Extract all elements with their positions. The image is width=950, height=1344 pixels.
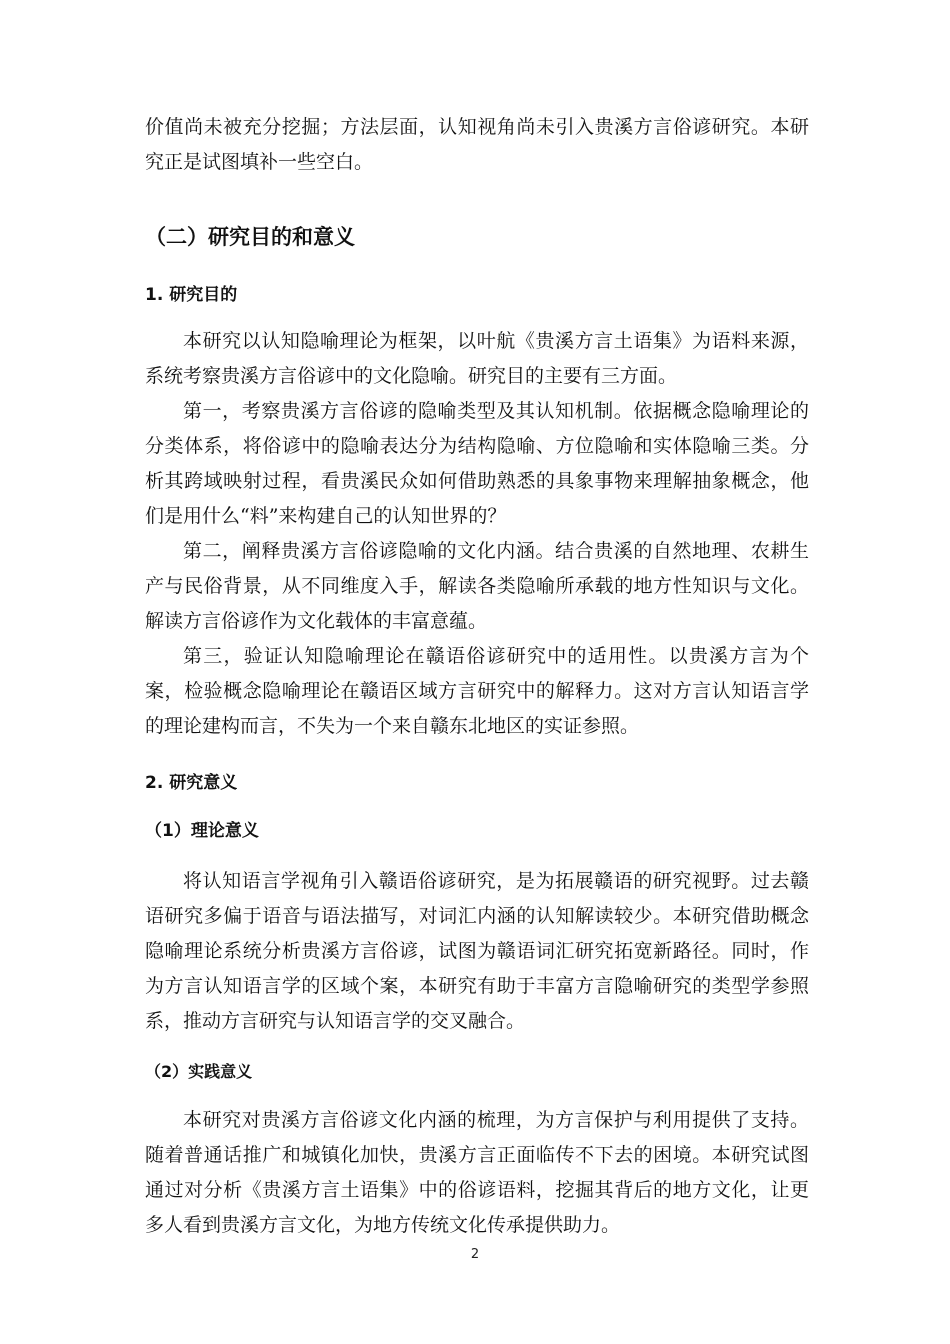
page-number: 2 (470, 1247, 480, 1262)
subheading-theoretical-significance: （1）理论意义 (145, 821, 259, 841)
section-heading-purpose-significance: （二）研究目的和意义 (145, 225, 355, 249)
purpose-paragraph-intro: 本研究以认知隐喻理论为框架，以叶航《贵溪方言土语集》为语料来源，系统考察贵溪方言俗谚中的文化隐喻。研究目的主要有三方面。 (145, 330, 809, 387)
purpose-paragraph-third: 第三，验证认知隐喻理论在赣语俗谚研究中的适用性。以贵溪方言为个案，检验概念隐喻理论在赣语区域方言研究中的解释力。这对方言认知语言学的理论建构而言，不失为一个来自赣东北地区的实证参照。 (145, 645, 809, 737)
purpose-paragraph-first: 第一，考察贵溪方言俗谚的隐喻类型及其认知机制。依据概念隐喻理论的分类体系，将俗谚中的隐喻表达分为结构隐喻、方位隐喻和实体隐喻三类。分析其跨域映射过程，看贵溪民众如何借助熟悉的具象事物来理解抽象概念，他们是用什么“料”来构建自己的认知世界的？ (145, 400, 809, 527)
subheading-research-significance: 2. 研究意义 (145, 773, 238, 793)
subheading-research-purpose: 1. 研究目的 (145, 285, 238, 305)
theory-paragraph: 将认知语言学视角引入赣语俗谚研究，是为拓展赣语的研究视野。过去赣语研究多偏于语音与语法描写，对词汇内涵的认知解读较少。本研究借助概念隐喻理论系统分析贵溪方言俗谚，试图为赣语词汇研究拓宽新路径。同时，作为方言认知语言学的区域个案，本研究有助于丰富方言隐喻研究的类型学参照系，推动方言研究与认知语言学的交叉融合。 (145, 870, 809, 1032)
subheading-practical-significance: （2）实践意义 (145, 1062, 253, 1081)
intro-paragraph: 价值尚未被充分挖掘；方法层面，认知视角尚未引入贵溪方言俗谚研究。本研究正是试图填补一些空白。 (145, 116, 809, 173)
document-page (145, 110, 809, 1243)
practice-paragraph: 本研究对贵溪方言俗谚文化内涵的梳理，为方言保护与利用提供了支持。随着普通话推广和城镇化加快，贵溪方言正面临传不下去的困境。本研究试图通过对分析《贵溪方言土语集》中的俗谚语料，挖掘其背后的地方文化，让更多人看到贵溪方言文化，为地方传统文化传承提供助力。 (145, 1109, 809, 1236)
purpose-paragraph-second: 第二，阐释贵溪方言俗谚隐喻的文化内涵。结合贵溪的自然地理、农耕生产与民俗背景，从不同维度入手，解读各类隐喻所承载的地方性知识与文化。解读方言俗谚作为文化载体的丰富意蕴。 (145, 540, 809, 632)
